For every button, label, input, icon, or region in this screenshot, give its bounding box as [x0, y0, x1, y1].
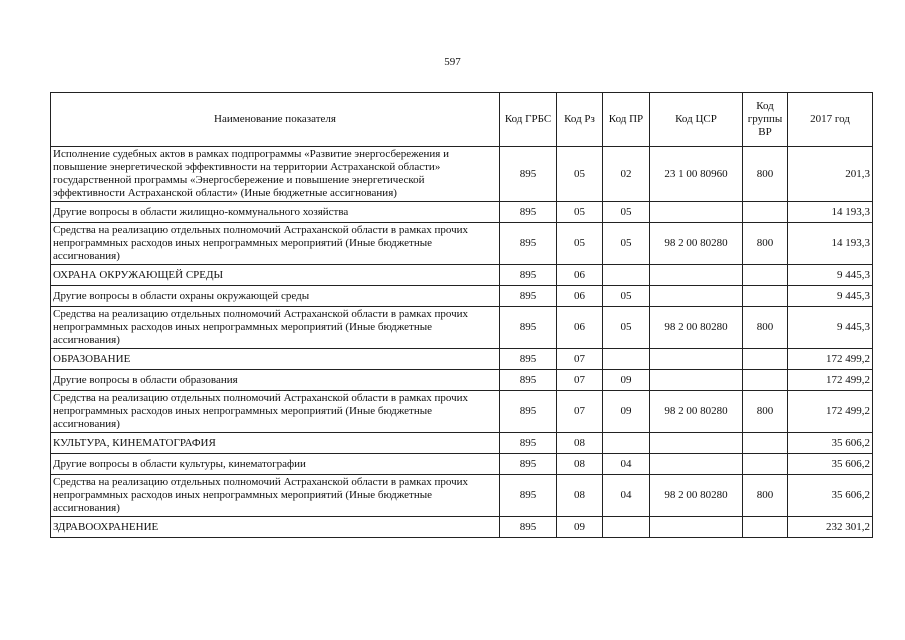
row-vr	[743, 433, 788, 454]
row-amount: 232 301,2	[788, 517, 873, 538]
table-row	[51, 223, 873, 265]
row-amount: 14 193,3	[788, 223, 873, 265]
table-row	[51, 349, 873, 370]
row-pr: 05	[603, 223, 650, 265]
row-pr	[603, 349, 650, 370]
row-name: КУЛЬТУРА, КИНЕМАТОГРАФИЯ	[51, 433, 500, 454]
row-vr	[743, 454, 788, 475]
row-vr	[743, 265, 788, 286]
header-csr: Код ЦСР	[650, 93, 743, 147]
row-rz: 08	[557, 475, 603, 517]
table-row	[51, 454, 873, 475]
table-row	[51, 147, 873, 202]
row-rz: 05	[557, 147, 603, 202]
row-csr	[650, 517, 743, 538]
row-amount: 14 193,3	[788, 202, 873, 223]
row-amount: 35 606,2	[788, 454, 873, 475]
row-rz: 07	[557, 349, 603, 370]
row-grbs: 895	[500, 370, 557, 391]
row-rz: 07	[557, 370, 603, 391]
row-pr: 05	[603, 286, 650, 307]
row-amount: 9 445,3	[788, 265, 873, 286]
row-vr: 800	[743, 391, 788, 433]
row-rz: 06	[557, 307, 603, 349]
row-name: ОБРАЗОВАНИЕ	[51, 349, 500, 370]
row-grbs: 895	[500, 454, 557, 475]
row-rz: 08	[557, 433, 603, 454]
row-amount: 201,3	[788, 147, 873, 202]
row-name: Другие вопросы в области образования	[51, 370, 500, 391]
row-amount: 35 606,2	[788, 475, 873, 517]
header-name: Наименование показателя	[51, 93, 500, 147]
row-vr	[743, 286, 788, 307]
row-pr	[603, 517, 650, 538]
row-pr: 09	[603, 370, 650, 391]
table-row	[51, 475, 873, 517]
header-grbs: Код ГРБС	[500, 93, 557, 147]
header-year: 2017 год	[788, 93, 873, 147]
table-row	[51, 517, 873, 538]
row-pr: 09	[603, 391, 650, 433]
row-rz: 06	[557, 286, 603, 307]
row-csr: 98 2 00 80280	[650, 475, 743, 517]
row-vr	[743, 349, 788, 370]
page-number: 597	[444, 56, 461, 68]
row-grbs: 895	[500, 517, 557, 538]
table-row	[51, 307, 873, 349]
row-csr	[650, 349, 743, 370]
row-grbs: 895	[500, 147, 557, 202]
table-row	[51, 202, 873, 223]
row-csr: 23 1 00 80960	[650, 147, 743, 202]
row-rz: 05	[557, 223, 603, 265]
row-vr: 800	[743, 147, 788, 202]
row-name: Средства на реализацию отдельных полномочий Астраханской области в рамках прочих непрограммных расходов иных непрограммных мероприятий (Иные бюджетные ассигнования)	[51, 307, 500, 349]
row-name: Другие вопросы в области жилищно-коммунального хозяйства	[51, 202, 500, 223]
row-vr	[743, 517, 788, 538]
row-rz: 05	[557, 202, 603, 223]
budget-table	[50, 92, 873, 538]
row-csr: 98 2 00 80280	[650, 223, 743, 265]
row-pr: 02	[603, 147, 650, 202]
row-rz: 06	[557, 265, 603, 286]
row-rz: 08	[557, 454, 603, 475]
row-grbs: 895	[500, 202, 557, 223]
row-amount: 9 445,3	[788, 307, 873, 349]
row-pr: 05	[603, 307, 650, 349]
row-csr: 98 2 00 80280	[650, 307, 743, 349]
row-amount: 172 499,2	[788, 391, 873, 433]
row-grbs: 895	[500, 286, 557, 307]
header-vr: Код группы ВР	[743, 93, 788, 147]
row-amount: 172 499,2	[788, 349, 873, 370]
row-vr	[743, 370, 788, 391]
row-vr: 800	[743, 223, 788, 265]
row-vr	[743, 202, 788, 223]
header-rz: Код Рз	[557, 93, 603, 147]
row-pr: 04	[603, 475, 650, 517]
row-amount: 35 606,2	[788, 433, 873, 454]
row-grbs: 895	[500, 223, 557, 265]
table-row	[51, 370, 873, 391]
row-amount: 172 499,2	[788, 370, 873, 391]
row-name: Другие вопросы в области охраны окружающей среды	[51, 286, 500, 307]
row-csr	[650, 454, 743, 475]
row-name: Средства на реализацию отдельных полномочий Астраханской области в рамках прочих непрограммных расходов иных непрограммных мероприятий (Иные бюджетные ассигнования)	[51, 475, 500, 517]
table-row	[51, 433, 873, 454]
row-csr	[650, 202, 743, 223]
row-name: Средства на реализацию отдельных полномочий Астраханской области в рамках прочих непрограммных расходов иных непрограммных мероприятий (Иные бюджетные ассигнования)	[51, 391, 500, 433]
row-name: Исполнение судебных актов в рамках подпрограммы «Развитие энергосбережения и повышение энергетической эффективности на территории Астраханской области» государственной программы «Энергосбережение и повышение энергетической эффективности Астраханской области» (Иные бюджетные ассигнования)	[51, 147, 500, 202]
row-pr	[603, 265, 650, 286]
row-grbs: 895	[500, 475, 557, 517]
row-csr	[650, 370, 743, 391]
row-pr: 05	[603, 202, 650, 223]
row-vr: 800	[743, 475, 788, 517]
row-name: ОХРАНА ОКРУЖАЮЩЕЙ СРЕДЫ	[51, 265, 500, 286]
row-csr	[650, 286, 743, 307]
table-row	[51, 265, 873, 286]
row-grbs: 895	[500, 265, 557, 286]
row-name: ЗДРАВООХРАНЕНИЕ	[51, 517, 500, 538]
row-name: Другие вопросы в области культуры, кинематографии	[51, 454, 500, 475]
table-row	[51, 286, 873, 307]
row-grbs: 895	[500, 307, 557, 349]
row-grbs: 895	[500, 433, 557, 454]
row-name: Средства на реализацию отдельных полномочий Астраханской области в рамках прочих непрограммных расходов иных непрограммных мероприятий (Иные бюджетные ассигнования)	[51, 223, 500, 265]
table-row	[51, 391, 873, 433]
row-csr	[650, 265, 743, 286]
row-rz: 07	[557, 391, 603, 433]
header-pr: Код ПР	[603, 93, 650, 147]
row-amount: 9 445,3	[788, 286, 873, 307]
row-rz: 09	[557, 517, 603, 538]
row-csr	[650, 433, 743, 454]
row-vr: 800	[743, 307, 788, 349]
row-pr: 04	[603, 454, 650, 475]
row-grbs: 895	[500, 349, 557, 370]
table-header-row	[51, 93, 873, 147]
row-pr	[603, 433, 650, 454]
row-csr: 98 2 00 80280	[650, 391, 743, 433]
row-grbs: 895	[500, 391, 557, 433]
